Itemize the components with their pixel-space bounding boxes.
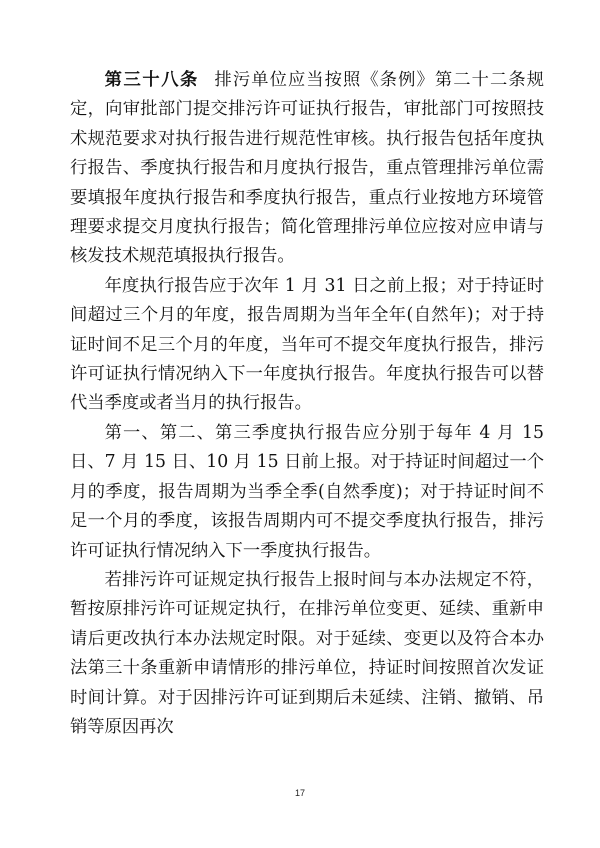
paragraph-quarterly-report: 第一、第二、第三季度执行报告应分别于每年 4 月 15 日、7 月 15 日、10 月 15 日前上报。对于持证时间超过一个月的季度，报告周期为当季全季(自然季度)；对于持证时间不足一个月的季度，该报告周期内可不提交季度执行报告，排污许可证执行情况纳入下一季度执行报告。 xyxy=(70,422,544,561)
page-number: 17 xyxy=(294,788,305,798)
paragraph-text: 排污单位应当按照《条例》第二十二条规定，向审批部门提交排污许可证执行报告，审批部门可按照技术规范要求对执行报告进行规范性审核。执行报告包括年度执行报告、季度执行报告和月度执行报告，重点管理排污单位需要填报年度执行报告和季度执行报告，重点行业按地方环境管理要求提交月度执行报告；简化管理排污单位应按对应申请与核发技术规范填报执行报告。 xyxy=(70,70,544,267)
paragraph-deadline-rules: 若排污许可证规定执行报告上报时间与本办法规定不符，暂按原排污许可证规定执行，在排污单位变更、延续、重新申请后更改执行本办法规定时限。对于延续、变更以及符合本办法第三十条重新申请情形的排污单位，持证时间按照首次发证时间计算。对于因排污许可证到期后未延续、注销、撤销、吊销等原因再次 xyxy=(70,569,544,737)
paragraph-annual-report: 年度执行报告应于次年 1 月 31 日之前上报；对于持证时间超过三个月的年度，报告周期为当年全年(自然年)；对于持证时间不足三个月的年度，当年可不提交年度执行报告，排污许可证执行情况纳入下一年度执行报告。年度执行报告可以替代当季度或者当月的执行报告。 xyxy=(70,275,544,414)
paragraph-article-38 xyxy=(70,66,544,272)
document-body xyxy=(70,66,544,742)
article-heading: 第三十八条 xyxy=(104,70,199,90)
